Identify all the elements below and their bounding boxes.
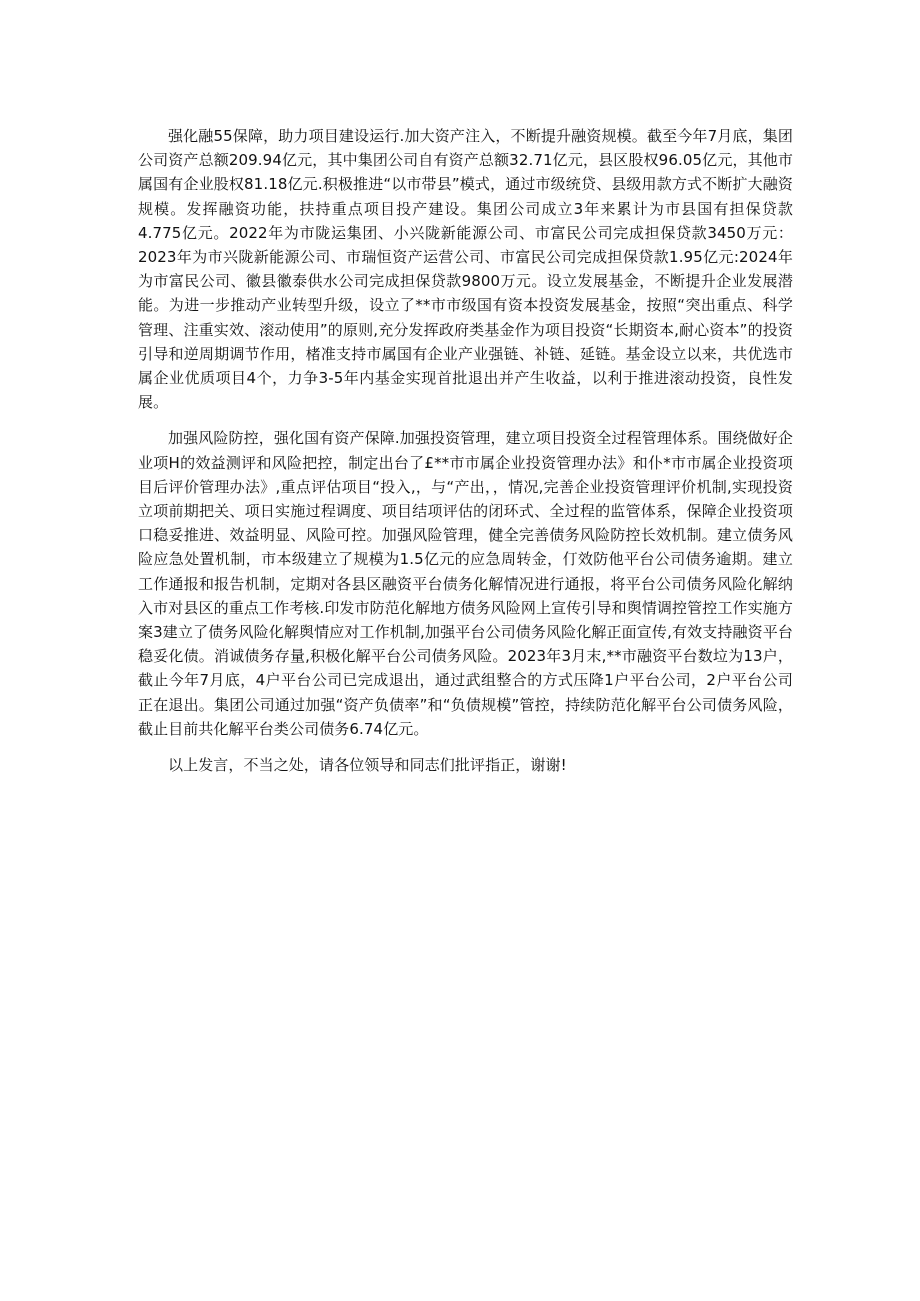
paragraph-risk-control: 加强风险防控，强化国有资产保障.加强投资管理，建立项目投资全过程管理体系。围绕做好企业项H的效益测评和风险把控，制定出台了£**市市属企业投资管理办法》和仆*市市属企业投资项目后评价管理办法》,重点评估项目“投入,，与“产出，，情况,完善企业投资管理评价机制,实现投资立项前期把关、项日实施过程调度、项目结项评估的闭环式、全过程的监管体系，保障企业投资项口稳妥推进、效益明显、风险可控。加强风险管理，健全完善债务风险防控长效机制。建立债务风险应急处置机制，市本级建立了规模为1.5亿元的应急周转金，仃效防他平台公司债务逾期。建立工作通报和报告机制，定期对各县区融资平台债务化解情况进行通报，将平台公司债务风险化解纳入市对县区的重点工作考核.印发市防范化解地方债务风险网上宣传引导和舆情调控管控工作实施方案3建立了债务风险化解舆情应对工作机制,加强平台公司债务风险化解正面宣传,有效支持融资平台稳妥化债。消诚债务存量,积极化解平台公司债务风险。2023年3月末,**市融资平台数垃为13户，截止今年7月底，4户平台公司已完成退出，通过武组整合的方式压降1户平台公司，2户平台公司正在退出。集团公司通过加强“资产负债率”和“负债规模”管控，持续防范化解平台公司债务风险，截止目前共化解平台类公司债务6.74亿元。 [138, 429, 793, 738]
document-page [138, 124, 793, 777]
paragraph-financing-support: 强化融55保障，助力项目建设运行.加大资产注入，不断提升融资规模。截至今年7月底，集团公司资产总额209.94亿元，其中集团公司自有资产总额32.71亿元，县区股权96.05亿元，其他市属国有企业股权81.18亿元.积极推进“以市带县”模式，通过市级统贷、县级用款方式不断扩大融资规模。发挥融资功能，扶持重点项目投产建设。集团公司成立3年来累计为市县国有担保贷款4.775亿元。2022年为市陇运集团、小兴陇新能源公司、市富民公司完成担保贷款3450万元：2023年为市兴陇新能源公司、市瑞恒资产运营公司、市富民公司完成担保贷款1.95亿元:2024年为市富民公司、徽县徽泰供水公司完成担保贷款9800万元。设立发展基金，不断提升企业发展潜能。为进一步推动产业转型升级，设立了**市市级国有资本投资发展基金，按照“突出重点、科学管理、注重实效、滚动使用”的原则,充分发挥政府类基金作为项目投资“长期资本,耐心资本”的投资引导和逆周期调节作用，楮准支持市属国有企业产业强链、补链、延链。基金设立以来，共优选市属企业优质项目4个，力争3-5年内基金实现首批退出并产生收益，以利于推进滚动投资，良性发展。 [138, 127, 793, 412]
paragraph-closing-remarks: 以上发言，不当之处，请各位领导和同志们批评指正，谢谢! [168, 756, 567, 775]
